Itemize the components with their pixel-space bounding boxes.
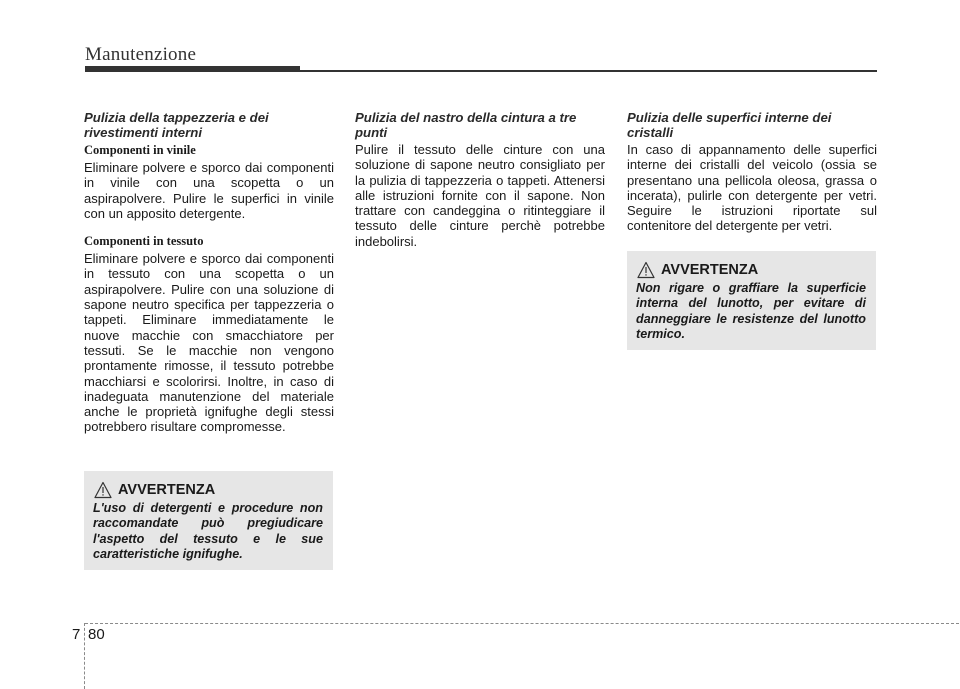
paragraph-seatbelt: Pulire il tessuto delle cinture con una soluzione di sapone neutro consigliato per la pulizia di tappezzeria o tappeti. Attenersi alle istruzioni fornite con il sapone. Non trattare con candeggina o ritinteggiare il tessuto delle cinture perchè potrebbe indebolirsi. — [355, 142, 605, 249]
warning-triangle-icon — [94, 481, 112, 499]
paragraph-glass: In caso di appannamento delle superfici interne dei cristalli del veicolo (ossia se presentano una pellicola oleosa, grassa o incerata), pulirle con detergente per vetri. Seguire le istruzioni riportate sul contenitore del detergente per vetri. — [627, 142, 877, 234]
warning-box-window — [627, 251, 876, 350]
footer-rule — [85, 623, 959, 624]
heading-seatbelt: Pulizia del nastro della cintura a tre punti — [355, 110, 577, 140]
chapter-number: 7 — [72, 626, 81, 643]
section-title: Manutenzione — [85, 44, 197, 65]
warning-label: AVVERTENZA — [118, 482, 216, 498]
page-number: 80 — [88, 626, 105, 643]
header-rule — [300, 70, 877, 72]
heading-glass: Pulizia delle superfici interne dei cristalli — [627, 110, 832, 140]
footer-divider — [84, 623, 85, 689]
column-seatbelt — [355, 110, 605, 249]
paragraph-vinyl: Eliminare polvere e sporco dai componenti in vinile con una scopetta o un aspirapolvere. Pulire le superfici in vinile con un apposito detergente. — [84, 160, 334, 221]
warning-box-fabric — [84, 471, 333, 570]
subheading-fabric: Componenti in tessuto — [84, 234, 204, 249]
warning-text: L'uso di detergenti e procedure non raccomandate può pregiudicare l'aspetto del tessuto e le sue caratteristiche ignifughe. — [93, 501, 323, 562]
header-bar — [85, 66, 300, 72]
subheading-vinyl: Componenti in vinile — [84, 143, 196, 157]
column-upholstery — [84, 110, 334, 435]
warning-text: Non rigare o graffiare la superficie interna del lunotto, per evitare di danneggiare le resistenze del lunotto termico. — [636, 281, 866, 342]
warning-label: AVVERTENZA — [661, 262, 759, 278]
warning-triangle-icon — [637, 261, 655, 279]
paragraph-fabric: Eliminare polvere e sporco dai componenti in tessuto con una scopetta o un aspirapolvere. Pulire con una soluzione di sapone neutro specifica per tappezzeria o tappeti. Eliminare immediatamente le nuove macchie con smacchiatore per tessuti. Se le macchie non vengono prontamente rimosse, il tessuto potrebbe macchiarsi e scolorirsi. Inoltre, in caso di inadeguata manutenzione del materiale anche le proprietà ignifughe degli stessi potrebbero risultare compromesse. — [84, 251, 334, 435]
heading-upholstery: Pulizia della tappezzeria e dei rivestimenti interni — [84, 110, 269, 140]
column-glass — [627, 110, 877, 234]
